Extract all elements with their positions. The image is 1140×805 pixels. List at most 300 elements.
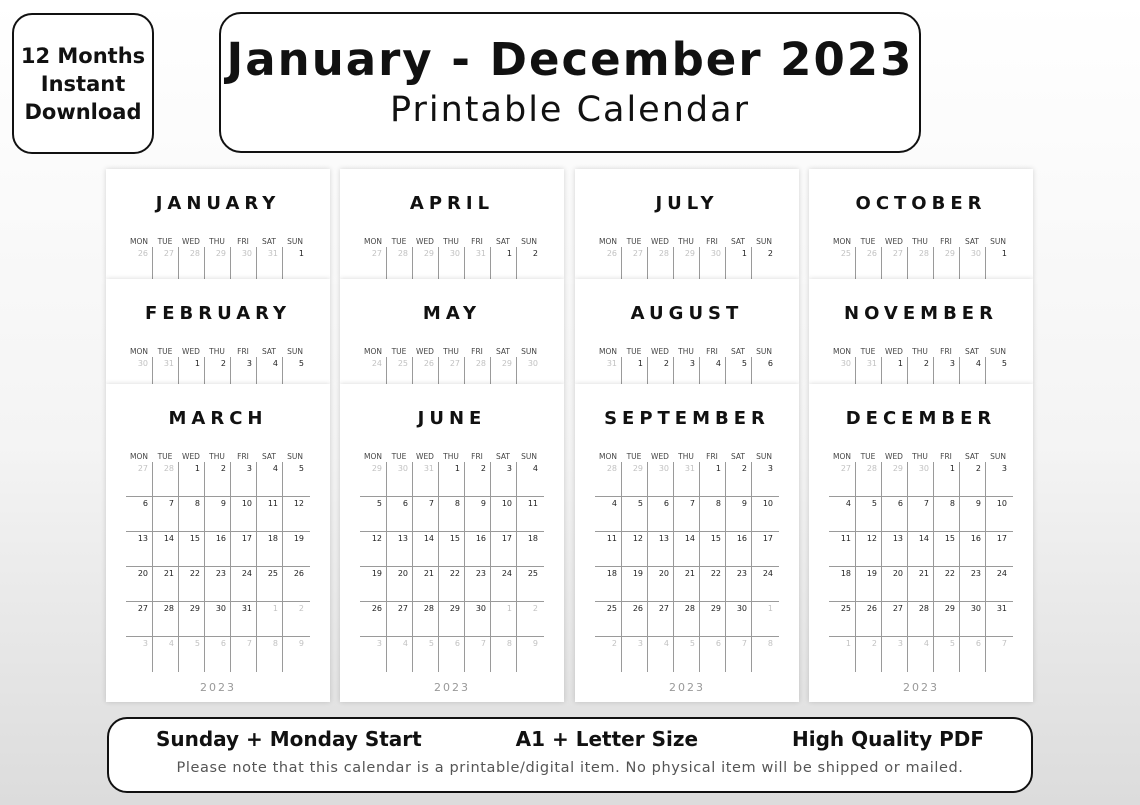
day-cell: 29 — [673, 247, 699, 279]
weekday-label: TUE — [157, 347, 173, 356]
weekday-label: SUN — [756, 347, 772, 356]
day-cell: 23 — [725, 567, 751, 601]
weekday-label: TUE — [860, 452, 876, 461]
day-cell: 31 — [606, 359, 617, 368]
day-cell: 7 — [464, 637, 490, 672]
month-grid — [595, 452, 779, 672]
weekday-label: THU — [912, 347, 928, 356]
weekday-label: WED — [651, 452, 669, 461]
weekday-label: FRI — [237, 452, 249, 461]
weekday-label: WED — [651, 237, 669, 246]
day-cell: 29 — [371, 464, 382, 473]
day-cell: 27 — [881, 602, 907, 636]
weekday-label: FRI — [237, 347, 249, 356]
month-grid — [126, 237, 310, 279]
day-cell: 4 — [907, 637, 933, 672]
day-cell: 3 — [621, 637, 647, 672]
weekday-label: SUN — [287, 237, 303, 246]
day-cell: 25 — [386, 357, 412, 384]
weekday-label: SUN — [521, 452, 537, 461]
day-cell: 30 — [230, 247, 256, 279]
day-cell: 5 — [725, 357, 751, 384]
day-cell: 17 — [230, 532, 256, 566]
day-cell: 28 — [178, 247, 204, 279]
weekday-label: SUN — [287, 452, 303, 461]
weekday-label: SAT — [261, 347, 277, 356]
day-cell: 18 — [840, 569, 851, 578]
day-cell: 1 — [178, 462, 204, 496]
weekday-label: SUN — [287, 347, 303, 356]
day-cell: 27 — [881, 247, 907, 279]
week-row — [829, 637, 1013, 672]
info-banner — [107, 717, 1033, 793]
day-cell: 19 — [855, 567, 881, 601]
feature-item: High Quality PDF — [791, 727, 985, 751]
day-cell: 19 — [621, 567, 647, 601]
week-row — [595, 357, 779, 384]
weekday-label: SAT — [730, 237, 746, 246]
day-cell: 15 — [699, 532, 725, 566]
day-cell: 25 — [840, 249, 851, 258]
day-cell: 9 — [464, 497, 490, 531]
day-cell: 4 — [647, 637, 673, 672]
weekday-label: WED — [416, 452, 434, 461]
day-cell: 4 — [699, 357, 725, 384]
weekday-label: WED — [885, 452, 903, 461]
day-cell: 30 — [840, 359, 851, 368]
day-cell: 6 — [881, 497, 907, 531]
day-cell: 31 — [412, 462, 438, 496]
day-cell: 1 — [751, 602, 777, 636]
month-name: FEBRUARY — [144, 303, 292, 324]
day-cell: 21 — [673, 567, 699, 601]
day-cell: 4 — [516, 462, 542, 496]
day-cell: 3 — [673, 357, 699, 384]
month-card — [106, 279, 330, 384]
weekday-label: WED — [182, 452, 200, 461]
instant-download-badge — [12, 13, 154, 154]
title-banner — [219, 12, 921, 153]
day-cell: 14 — [152, 532, 178, 566]
weekday-label: SAT — [730, 452, 746, 461]
day-cell: 28 — [386, 247, 412, 279]
day-cell: 1 — [845, 639, 851, 648]
day-cell: 4 — [386, 637, 412, 672]
day-cell: 1 — [256, 602, 282, 636]
day-cell: 18 — [256, 532, 282, 566]
day-cell: 18 — [606, 569, 617, 578]
day-cell: 13 — [881, 532, 907, 566]
day-cell: 7 — [230, 637, 256, 672]
month-card — [575, 169, 799, 279]
day-cell: 16 — [204, 532, 230, 566]
day-cell: 29 — [412, 247, 438, 279]
day-cell: 10 — [751, 497, 777, 531]
day-cell: 30 — [959, 247, 985, 279]
day-cell: 24 — [985, 567, 1011, 601]
day-cell: 29 — [178, 602, 204, 636]
day-cell: 5 — [178, 637, 204, 672]
weekday-label: TUE — [391, 347, 407, 356]
month-grid — [126, 347, 310, 384]
day-cell: 24 — [371, 359, 382, 368]
day-cell: 1 — [490, 602, 516, 636]
weekday-label: SAT — [261, 237, 277, 246]
day-cell: 1 — [985, 247, 1011, 279]
day-cell: 8 — [178, 497, 204, 531]
weekday-label: SAT — [495, 347, 511, 356]
disclaimer-note: Please note that this calendar is a printable/digital item. No physical item will be shipped or mailed. — [176, 760, 964, 776]
day-cell: 29 — [881, 462, 907, 496]
day-cell: 2 — [204, 462, 230, 496]
day-cell: 2 — [751, 247, 777, 279]
day-cell: 21 — [152, 567, 178, 601]
weekday-header — [360, 347, 544, 357]
day-cell: 28 — [606, 464, 617, 473]
month-name: JULY — [655, 193, 719, 214]
weekday-header — [126, 452, 310, 462]
weekday-label: MON — [130, 237, 148, 246]
day-cell: 12 — [621, 532, 647, 566]
month-grid — [595, 347, 779, 384]
day-cell: 6 — [751, 357, 777, 384]
day-cell: 2 — [282, 602, 308, 636]
weekday-label: MON — [599, 452, 617, 461]
weekday-label: FRI — [471, 237, 483, 246]
day-cell: 25 — [840, 604, 851, 613]
day-cell: 15 — [933, 532, 959, 566]
day-cell: 28 — [152, 602, 178, 636]
day-cell: 25 — [606, 604, 617, 613]
day-cell: 5 — [985, 357, 1011, 384]
weekday-label: SAT — [495, 237, 511, 246]
day-cell: 29 — [621, 462, 647, 496]
weekday-label: TUE — [626, 452, 642, 461]
weekday-label: MON — [599, 237, 617, 246]
week-row — [126, 357, 310, 384]
weekday-header — [126, 237, 310, 247]
weekday-label: SUN — [990, 237, 1006, 246]
day-cell: 8 — [699, 497, 725, 531]
year-label: 2023 — [200, 681, 236, 694]
week-row — [360, 247, 544, 279]
weekday-label: THU — [443, 452, 459, 461]
day-cell: 9 — [725, 497, 751, 531]
day-cell: 12 — [855, 532, 881, 566]
day-cell: 6 — [438, 637, 464, 672]
day-cell: 5 — [621, 497, 647, 531]
day-cell: 28 — [855, 462, 881, 496]
month-name: AUGUST — [630, 303, 744, 324]
weekday-label: MON — [130, 347, 148, 356]
year-label: 2023 — [669, 681, 705, 694]
day-cell: 17 — [490, 532, 516, 566]
day-cell: 6 — [699, 637, 725, 672]
day-cell: 6 — [386, 497, 412, 531]
month-name: SEPTEMBER — [604, 408, 770, 429]
day-cell: 23 — [959, 567, 985, 601]
weekday-label: WED — [416, 237, 434, 246]
day-cell: 26 — [606, 249, 617, 258]
day-cell: 8 — [438, 497, 464, 531]
day-cell: 2 — [516, 247, 542, 279]
day-cell: 26 — [621, 602, 647, 636]
day-cell: 14 — [907, 532, 933, 566]
weekday-header — [829, 347, 1013, 357]
day-cell: 6 — [647, 497, 673, 531]
day-cell: 27 — [152, 247, 178, 279]
day-cell: 29 — [490, 357, 516, 384]
day-cell: 17 — [751, 532, 777, 566]
day-cell: 28 — [907, 602, 933, 636]
day-cell: 13 — [386, 532, 412, 566]
week-row — [360, 462, 544, 497]
day-cell: 7 — [673, 497, 699, 531]
weekday-label: WED — [182, 237, 200, 246]
month-card — [809, 279, 1033, 384]
weekday-label: TUE — [157, 237, 173, 246]
weekday-label: TUE — [860, 347, 876, 356]
day-cell: 12 — [371, 534, 382, 543]
day-cell: 28 — [464, 357, 490, 384]
month-name: OCTOBER — [855, 193, 987, 214]
weekday-label: SAT — [730, 347, 746, 356]
day-cell: 31 — [230, 602, 256, 636]
day-cell: 30 — [204, 602, 230, 636]
day-cell: 9 — [282, 637, 308, 672]
week-row — [595, 602, 779, 637]
weekday-label: THU — [209, 237, 225, 246]
day-cell: 1 — [282, 247, 308, 279]
day-cell: 2 — [516, 602, 542, 636]
month-card — [575, 279, 799, 384]
weekday-label: THU — [912, 452, 928, 461]
week-row — [360, 532, 544, 567]
day-cell: 7 — [412, 497, 438, 531]
weekday-label: TUE — [157, 452, 173, 461]
day-cell: 22 — [438, 567, 464, 601]
day-cell: 30 — [647, 462, 673, 496]
day-cell: 21 — [907, 567, 933, 601]
day-cell: 3 — [230, 462, 256, 496]
weekday-label: MON — [833, 237, 851, 246]
day-cell: 4 — [256, 462, 282, 496]
week-row — [360, 637, 544, 672]
weekday-header — [595, 347, 779, 357]
weekday-header — [595, 452, 779, 462]
day-cell: 28 — [412, 602, 438, 636]
weekday-label: THU — [209, 452, 225, 461]
month-name: JANUARY — [155, 193, 281, 214]
day-cell: 25 — [516, 567, 542, 601]
day-cell: 30 — [959, 602, 985, 636]
day-cell: 3 — [376, 639, 382, 648]
day-cell: 16 — [959, 532, 985, 566]
weekday-label: TUE — [391, 237, 407, 246]
day-cell: 28 — [647, 247, 673, 279]
day-cell: 31 — [152, 357, 178, 384]
weekday-label: FRI — [940, 237, 952, 246]
week-row — [595, 532, 779, 567]
weekday-label: MON — [130, 452, 148, 461]
month-grid — [360, 452, 544, 672]
weekday-label: THU — [443, 347, 459, 356]
day-cell: 30 — [516, 357, 542, 384]
week-row — [829, 247, 1013, 279]
day-cell: 11 — [516, 497, 542, 531]
week-row — [829, 497, 1013, 532]
day-cell: 1 — [490, 247, 516, 279]
day-cell: 3 — [142, 639, 148, 648]
week-row — [829, 602, 1013, 637]
day-cell: 4 — [152, 637, 178, 672]
day-cell: 31 — [256, 247, 282, 279]
day-cell: 7 — [152, 497, 178, 531]
day-cell: 5 — [282, 357, 308, 384]
day-cell: 10 — [985, 497, 1011, 531]
day-cell: 3 — [230, 357, 256, 384]
day-cell: 30 — [907, 462, 933, 496]
day-cell: 20 — [137, 569, 148, 578]
day-cell: 3 — [490, 462, 516, 496]
day-cell: 23 — [204, 567, 230, 601]
day-cell: 3 — [881, 637, 907, 672]
week-row — [829, 462, 1013, 497]
day-cell: 20 — [881, 567, 907, 601]
weekday-label: THU — [209, 347, 225, 356]
weekday-label: SAT — [495, 452, 511, 461]
day-cell: 16 — [464, 532, 490, 566]
day-cell: 26 — [371, 604, 382, 613]
day-cell: 5 — [412, 637, 438, 672]
weekday-label: MON — [833, 452, 851, 461]
weekday-header — [829, 452, 1013, 462]
day-cell: 22 — [699, 567, 725, 601]
weekday-header — [126, 347, 310, 357]
week-row — [360, 567, 544, 602]
month-grid — [829, 237, 1013, 279]
day-cell: 30 — [386, 462, 412, 496]
weekday-label: SAT — [964, 237, 980, 246]
day-cell: 19 — [371, 569, 382, 578]
badge-line: 12 Months — [20, 43, 146, 68]
feature-list — [109, 727, 1031, 751]
day-cell: 2 — [611, 639, 617, 648]
weekday-label: MON — [833, 347, 851, 356]
weekday-label: SAT — [964, 452, 980, 461]
weekday-header — [360, 237, 544, 247]
day-cell: 15 — [178, 532, 204, 566]
month-card — [340, 384, 564, 702]
weekday-label: TUE — [626, 347, 642, 356]
week-row — [595, 637, 779, 672]
day-cell: 5 — [376, 499, 382, 508]
day-cell: 11 — [840, 534, 851, 543]
day-cell: 27 — [137, 604, 148, 613]
weekday-label: SUN — [990, 347, 1006, 356]
day-cell: 14 — [412, 532, 438, 566]
weekday-label: WED — [651, 347, 669, 356]
month-grid — [829, 347, 1013, 384]
day-cell: 8 — [490, 637, 516, 672]
feature-item: Sunday + Monday Start — [155, 727, 422, 751]
day-cell: 7 — [985, 637, 1011, 672]
day-cell: 13 — [137, 534, 148, 543]
day-cell: 7 — [907, 497, 933, 531]
week-row — [829, 567, 1013, 602]
day-cell: 23 — [464, 567, 490, 601]
month-grid — [360, 237, 544, 279]
week-row — [595, 462, 779, 497]
day-cell: 10 — [230, 497, 256, 531]
week-row — [126, 462, 310, 497]
weekday-label: SAT — [261, 452, 277, 461]
week-row — [360, 497, 544, 532]
day-cell: 1 — [933, 462, 959, 496]
day-cell: 26 — [855, 247, 881, 279]
weekday-label: FRI — [940, 452, 952, 461]
day-cell: 27 — [647, 602, 673, 636]
week-row — [360, 602, 544, 637]
day-cell: 1 — [438, 462, 464, 496]
day-cell: 6 — [142, 499, 148, 508]
day-cell: 4 — [959, 357, 985, 384]
day-cell: 22 — [933, 567, 959, 601]
month-card — [575, 384, 799, 702]
day-cell: 2 — [959, 462, 985, 496]
weekday-label: FRI — [940, 347, 952, 356]
day-cell: 6 — [959, 637, 985, 672]
week-row — [595, 567, 779, 602]
day-cell: 30 — [464, 602, 490, 636]
week-row — [126, 247, 310, 279]
month-grid — [126, 452, 310, 672]
week-row — [126, 532, 310, 567]
day-cell: 31 — [985, 602, 1011, 636]
day-cell: 28 — [673, 602, 699, 636]
day-cell: 7 — [725, 637, 751, 672]
day-cell: 8 — [933, 497, 959, 531]
weekday-label: SUN — [756, 452, 772, 461]
page-subtitle: Printable Calendar — [390, 90, 750, 130]
weekday-label: FRI — [471, 347, 483, 356]
weekday-label: MON — [599, 347, 617, 356]
month-card — [340, 279, 564, 384]
month-card — [106, 169, 330, 279]
month-name: JUNE — [417, 408, 487, 429]
weekday-label: SUN — [521, 237, 537, 246]
weekday-label: SUN — [990, 452, 1006, 461]
day-cell: 29 — [438, 602, 464, 636]
weekday-label: THU — [443, 237, 459, 246]
day-cell: 1 — [178, 357, 204, 384]
month-grid — [829, 452, 1013, 672]
day-cell: 27 — [137, 464, 148, 473]
week-row — [829, 532, 1013, 567]
badge-line: Download — [24, 99, 142, 124]
day-cell: 16 — [725, 532, 751, 566]
weekday-label: FRI — [706, 347, 718, 356]
weekday-label: WED — [885, 347, 903, 356]
weekday-label: SUN — [521, 347, 537, 356]
day-cell: 26 — [855, 602, 881, 636]
day-cell: 22 — [178, 567, 204, 601]
day-cell: 12 — [282, 497, 308, 531]
day-cell: 20 — [386, 567, 412, 601]
day-cell: 2 — [204, 357, 230, 384]
day-cell: 27 — [621, 247, 647, 279]
day-cell: 24 — [751, 567, 777, 601]
